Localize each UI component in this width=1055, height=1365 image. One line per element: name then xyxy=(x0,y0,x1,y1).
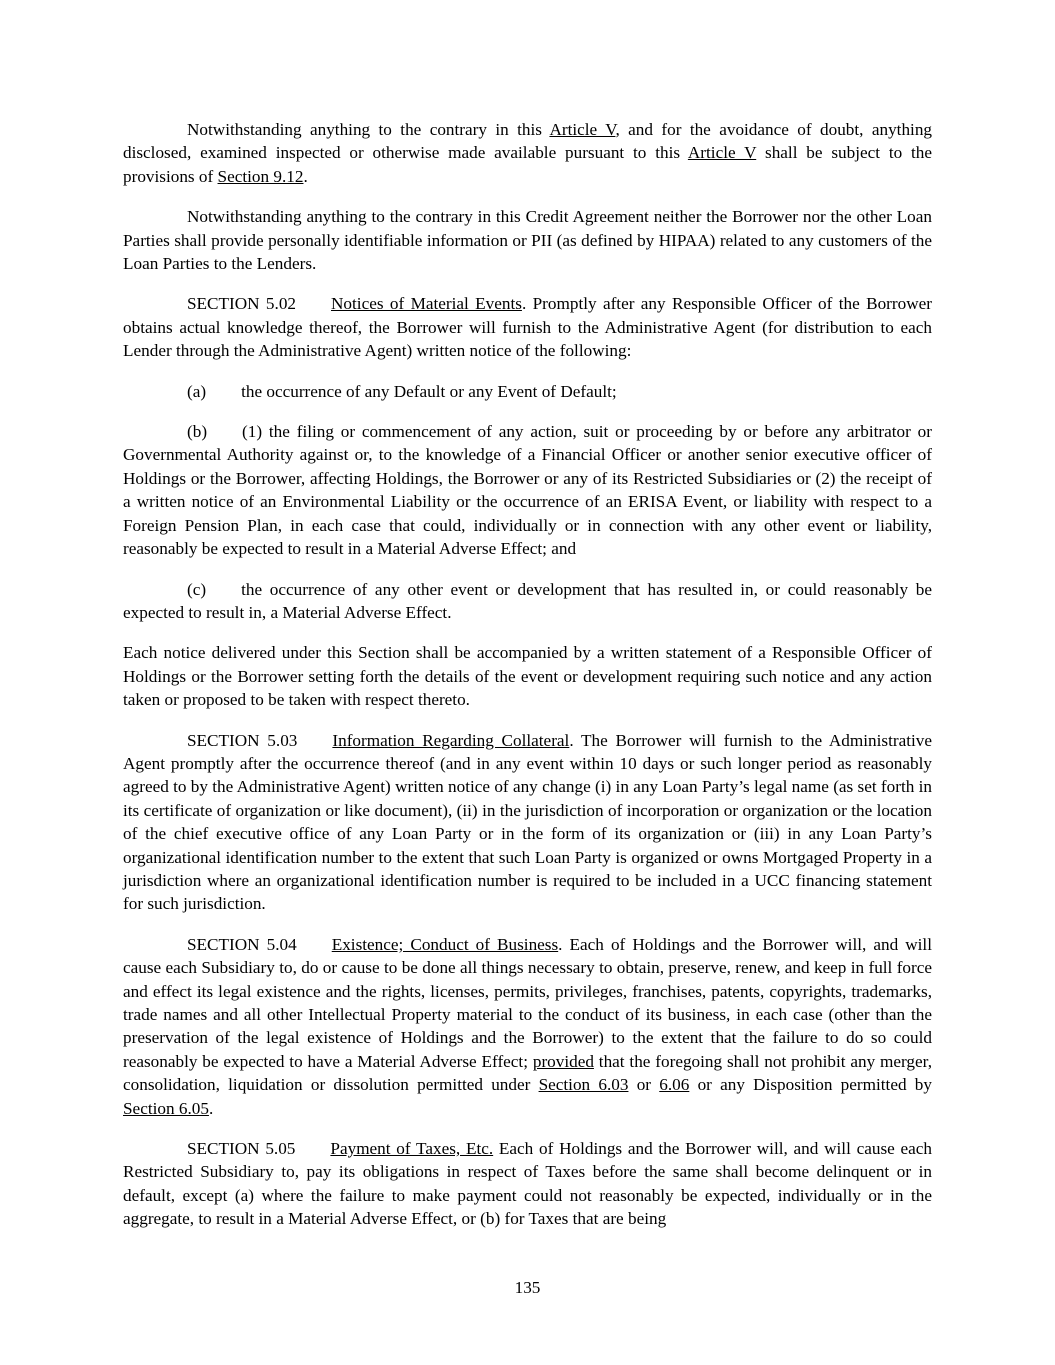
text-run: the occurrence of any Default or any Event of Default; xyxy=(241,381,617,401)
text-run: . xyxy=(208,1098,214,1118)
underlined-text: Notices of Material Events xyxy=(331,294,522,314)
underlined-text: 6.06 xyxy=(659,1075,690,1095)
text-run: Each of Holdings and the Borrower will, and will cause each Restricted Subsidiary to, pay its obligations in respect of Taxes before the same shall become delinquent or in default, except (a) where the failure to make payment could not reasonably be expected, individually or in the aggregate, to result in a Material Adverse Effect, or (b) for Taxes that are being xyxy=(123,1139,933,1229)
text-run: or xyxy=(628,1075,660,1095)
text-run: SECTION 5.02 xyxy=(187,294,297,314)
underlined-text: provided xyxy=(532,1051,594,1071)
section-5-05-paragraph xyxy=(123,1137,932,1231)
underlined-text: Existence; Conduct of Business xyxy=(331,934,559,954)
section-5-02-paragraph xyxy=(123,292,932,362)
text-run: Notwithstanding anything to the contrary in this xyxy=(187,120,550,139)
section-5-04-paragraph xyxy=(123,933,932,1120)
text-run: . Each of Holdings and the Borrower will, and will cause each Subsidiary to, do or cause to be done all things necessary to obtain, preserve, renew, and keep in full force and effect its legal existence and the rights, licenses, permits, privileges, franchises, patents, copyrights, trademarks, trade names and all other Intellectual Property material to the conduct of its business, in each case (other than the preservation of the legal existence of Holdings and the Borrower) to the extent that the failure to do so could reasonably be expected to have a Material Adverse Effect; xyxy=(123,934,932,1071)
item-c-paragraph xyxy=(123,578,932,625)
underlined-text: Payment of Taxes, Etc. xyxy=(330,1139,494,1159)
item-b-paragraph xyxy=(123,420,932,560)
text-run: . xyxy=(303,166,308,186)
text-run: the occurrence of any other event or development that has resulted in, or could reasonably be expected to result in, a Material Adverse Effect. xyxy=(123,579,932,622)
text-run: SECTION 5.04 xyxy=(187,934,297,954)
text-run: (1) the filing or commencement of any action, suit or proceeding by or before any arbitrator or Governmental Authority against or, to the knowledge of a Financial Officer or another senior executive officer of Holdings or the Borrower, affecting Holdings, the Borrower or any of its Restricted Subsidiaries or (2) the receipt of a written notice of an Environmental Liability or the occurrence of an ERISA Event, or liability with respect to a Foreign Pension Plan, in each case that could, individually or in connection with any other event or liability, reasonably be expected to result in a Material Adverse Effect; and xyxy=(123,422,932,559)
text-run: . Promptly after any Responsible Officer of the Borrower obtains actual knowledge thereof, the Borrower will furnish to the Administrative Agent (for distribution to each Lender through the Administrative Agent) written notice of the following: xyxy=(123,294,932,361)
underlined-text: Article V xyxy=(549,120,616,139)
article-v-notwithstanding-paragraph xyxy=(123,118,932,188)
underlined-text: Information Regarding Collateral xyxy=(332,730,570,750)
pii-paragraph xyxy=(123,205,932,275)
text-run: Notwithstanding anything to the contrary in this Credit Agreement neither the Borrower nor the other Loan Parties shall provide personally identifiable information or PII (as defined by HIPAA) related to any customers of the Loan Parties to the Lenders. xyxy=(123,207,932,274)
page-number: 135 xyxy=(514,1278,541,1297)
text-run: that the foregoing shall not prohibit any merger, consolidation, liquidation or dissolution permitted under xyxy=(123,1051,932,1095)
text-run: (c) xyxy=(187,579,207,599)
text-run: . The Borrower will furnish to the Administrative Agent promptly after the occurrence thereof (and in any event within 10 days or such longer period as reasonably agreed to by the Administrative Agent) written notice of any change (i) in any Loan Party’s legal name (as set forth in its certificate of organization or like document), (ii) in the jurisdiction of incorporation or organization or the location of the chief executive office of any Loan Party or in the form of its organization or (iii) in any Loan Party’s organizational identification number to the extent that such Loan Party is organized or owns Mortgaged Property in a jurisdiction where an organizational identification number is required to be included in a UCC financing statement for such jurisdiction. xyxy=(123,730,933,914)
underlined-text: Section 6.05 xyxy=(123,1098,209,1118)
text-run: Each notice delivered under this Section shall be accompanied by a written statement of a Responsible Officer of Holdings or the Borrower setting forth the details of the event or development requiring such notice and any action taken or proposed to be taken with respect thereto. xyxy=(123,643,932,710)
item-a-paragraph xyxy=(123,380,932,403)
underlined-text: Article V xyxy=(687,143,757,163)
section-5-03-paragraph xyxy=(123,729,932,916)
text-run: SECTION 5.05 xyxy=(187,1139,296,1159)
text-run: SECTION 5.03 xyxy=(187,730,298,750)
text-run: , and for the avoidance of doubt, anything disclosed, examined inspected or otherwise made available pursuant to this xyxy=(123,120,933,163)
document-body xyxy=(123,118,932,1248)
text-run: or any Disposition permitted by xyxy=(689,1075,932,1095)
text-run: shall be subject to the provisions of xyxy=(123,143,932,186)
notice-statement-paragraph xyxy=(123,641,932,711)
text-run: (b) xyxy=(187,422,208,442)
underlined-text: Section 6.03 xyxy=(538,1075,629,1095)
text-run: (a) xyxy=(187,381,207,401)
underlined-text: Section 9.12 xyxy=(217,166,304,186)
